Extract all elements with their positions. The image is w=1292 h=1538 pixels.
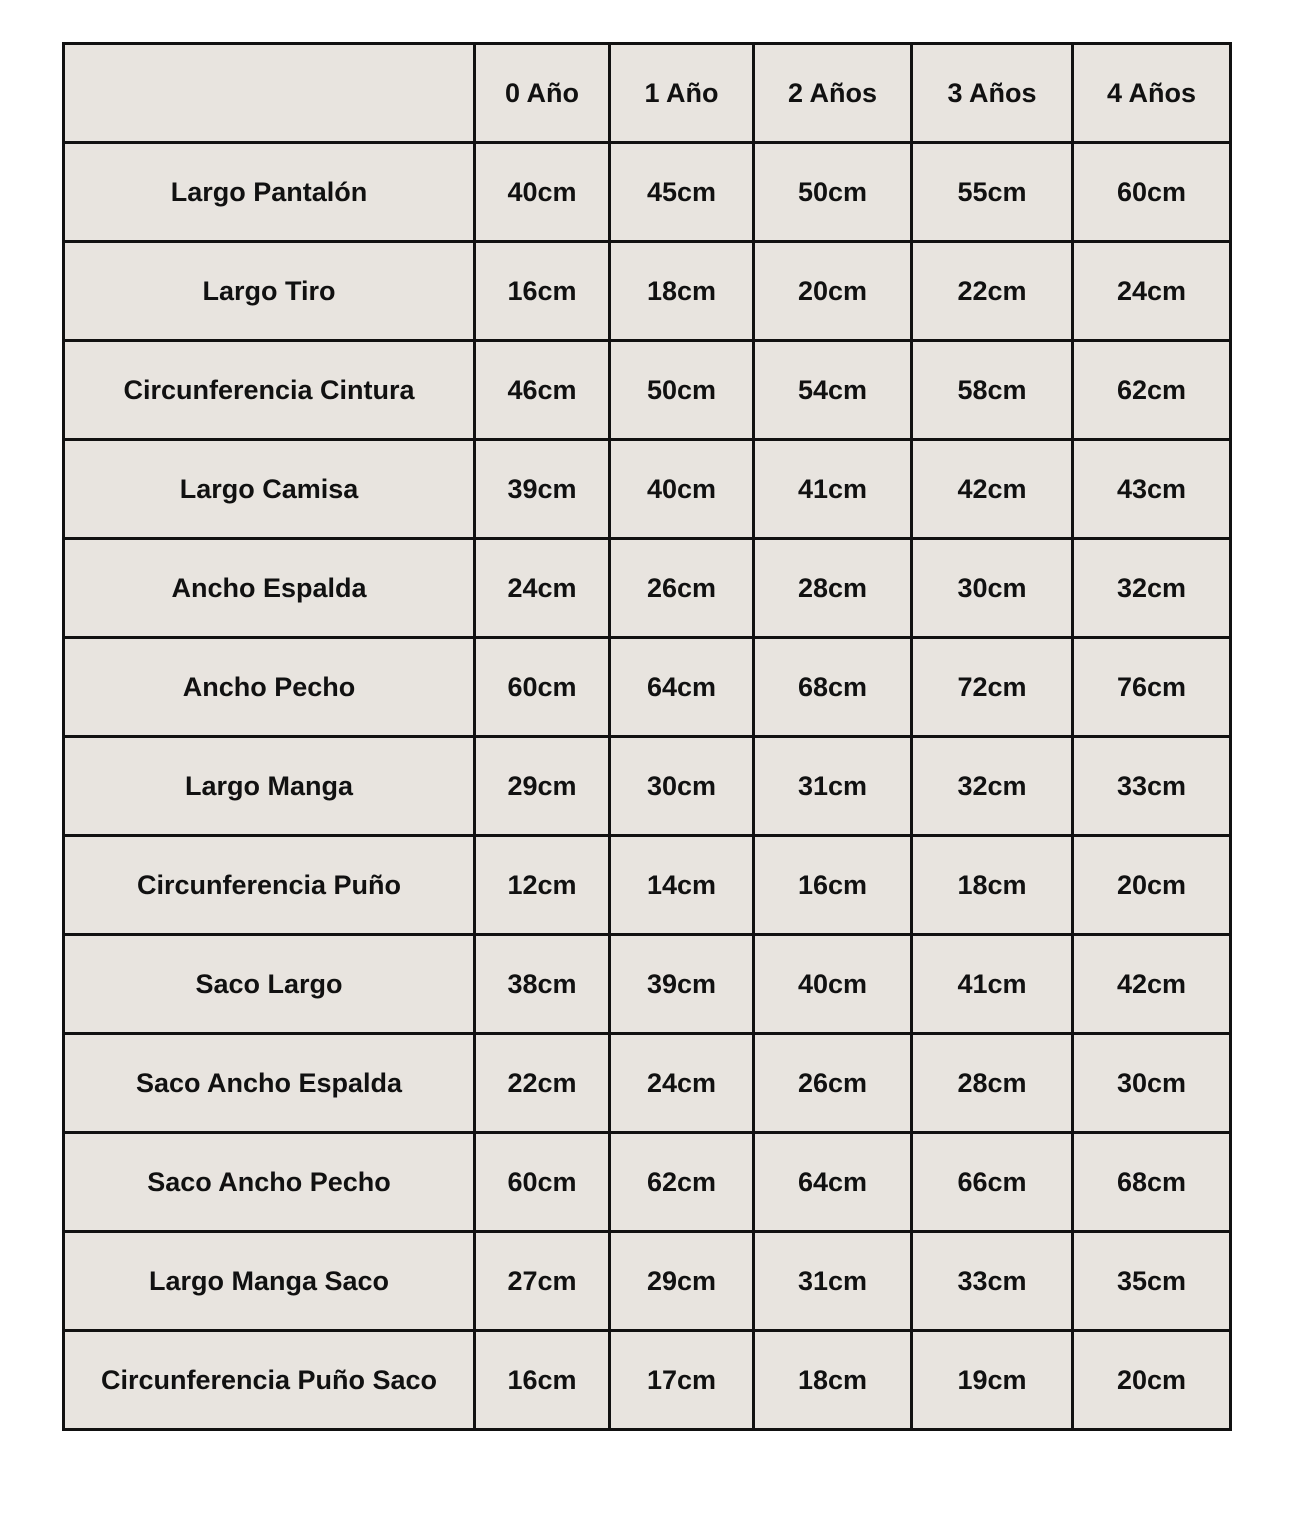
row-label: Saco Ancho Pecho [64, 1133, 475, 1232]
row-label: Saco Largo [64, 935, 475, 1034]
measurement-cell: 55cm [912, 143, 1073, 242]
row-label: Largo Camisa [64, 440, 475, 539]
table-row [64, 737, 1231, 836]
measurement-cell: 26cm [610, 539, 754, 638]
measurement-cell: 20cm [1073, 836, 1231, 935]
row-label: Ancho Espalda [64, 539, 475, 638]
table-row [64, 341, 1231, 440]
measurement-cell: 22cm [475, 1034, 610, 1133]
table-row [64, 242, 1231, 341]
measurement-cell: 31cm [754, 1232, 912, 1331]
measurement-cell: 64cm [610, 638, 754, 737]
size-chart-table [62, 42, 1232, 1431]
table-row [64, 638, 1231, 737]
measurement-cell: 46cm [475, 341, 610, 440]
measurement-cell: 30cm [1073, 1034, 1231, 1133]
measurement-cell: 76cm [1073, 638, 1231, 737]
table-row [64, 1133, 1231, 1232]
measurement-cell: 30cm [610, 737, 754, 836]
header-corner-cell [64, 44, 475, 143]
measurement-cell: 31cm [754, 737, 912, 836]
measurement-cell: 17cm [610, 1331, 754, 1430]
table-row [64, 440, 1231, 539]
measurement-cell: 20cm [754, 242, 912, 341]
table-row [64, 143, 1231, 242]
measurement-cell: 43cm [1073, 440, 1231, 539]
row-label: Largo Manga [64, 737, 475, 836]
measurement-cell: 24cm [1073, 242, 1231, 341]
measurement-cell: 12cm [475, 836, 610, 935]
measurement-cell: 42cm [1073, 935, 1231, 1034]
measurement-cell: 40cm [475, 143, 610, 242]
table-row [64, 1034, 1231, 1133]
measurement-cell: 42cm [912, 440, 1073, 539]
measurement-cell: 29cm [610, 1232, 754, 1331]
measurement-cell: 45cm [610, 143, 754, 242]
measurement-cell: 28cm [912, 1034, 1073, 1133]
measurement-cell: 50cm [754, 143, 912, 242]
measurement-cell: 33cm [1073, 737, 1231, 836]
measurement-cell: 68cm [754, 638, 912, 737]
row-label: Circunferencia Cintura [64, 341, 475, 440]
measurement-cell: 18cm [610, 242, 754, 341]
measurement-cell: 41cm [912, 935, 1073, 1034]
table-row [64, 1232, 1231, 1331]
measurement-cell: 62cm [1073, 341, 1231, 440]
measurement-cell: 19cm [912, 1331, 1073, 1430]
measurement-cell: 58cm [912, 341, 1073, 440]
table-row [64, 539, 1231, 638]
header-age-0: 0 Año [475, 44, 610, 143]
row-label: Largo Manga Saco [64, 1232, 475, 1331]
measurement-cell: 35cm [1073, 1232, 1231, 1331]
measurement-cell: 28cm [754, 539, 912, 638]
row-label: Largo Tiro [64, 242, 475, 341]
measurement-cell: 16cm [475, 1331, 610, 1430]
table-header [64, 44, 1231, 143]
measurement-cell: 20cm [1073, 1331, 1231, 1430]
row-label: Largo Pantalón [64, 143, 475, 242]
row-label: Ancho Pecho [64, 638, 475, 737]
measurement-cell: 62cm [610, 1133, 754, 1232]
measurement-cell: 41cm [754, 440, 912, 539]
header-row [64, 44, 1231, 143]
table-row [64, 836, 1231, 935]
measurement-cell: 39cm [610, 935, 754, 1034]
measurement-cell: 40cm [610, 440, 754, 539]
header-age-4: 4 Años [1073, 44, 1231, 143]
measurement-cell: 60cm [475, 1133, 610, 1232]
measurement-cell: 16cm [475, 242, 610, 341]
measurement-cell: 32cm [912, 737, 1073, 836]
measurement-cell: 18cm [912, 836, 1073, 935]
measurement-cell: 16cm [754, 836, 912, 935]
measurement-cell: 40cm [754, 935, 912, 1034]
row-label: Circunferencia Puño [64, 836, 475, 935]
measurement-cell: 38cm [475, 935, 610, 1034]
measurement-cell: 29cm [475, 737, 610, 836]
measurement-cell: 68cm [1073, 1133, 1231, 1232]
measurement-cell: 14cm [610, 836, 754, 935]
row-label: Circunferencia Puño Saco [64, 1331, 475, 1430]
measurement-cell: 26cm [754, 1034, 912, 1133]
measurement-cell: 60cm [475, 638, 610, 737]
measurement-cell: 72cm [912, 638, 1073, 737]
measurement-cell: 32cm [1073, 539, 1231, 638]
measurement-cell: 50cm [610, 341, 754, 440]
measurement-cell: 18cm [754, 1331, 912, 1430]
measurement-cell: 24cm [610, 1034, 754, 1133]
measurement-cell: 60cm [1073, 143, 1231, 242]
header-age-2: 2 Años [754, 44, 912, 143]
header-age-3: 3 Años [912, 44, 1073, 143]
table-row [64, 935, 1231, 1034]
measurement-cell: 66cm [912, 1133, 1073, 1232]
table-body [64, 143, 1231, 1430]
measurement-cell: 64cm [754, 1133, 912, 1232]
row-label: Saco Ancho Espalda [64, 1034, 475, 1133]
measurement-cell: 30cm [912, 539, 1073, 638]
measurement-cell: 24cm [475, 539, 610, 638]
measurement-cell: 27cm [475, 1232, 610, 1331]
measurement-cell: 54cm [754, 341, 912, 440]
measurement-cell: 22cm [912, 242, 1073, 341]
measurement-cell: 33cm [912, 1232, 1073, 1331]
measurement-cell: 39cm [475, 440, 610, 539]
header-age-1: 1 Año [610, 44, 754, 143]
table-row [64, 1331, 1231, 1430]
